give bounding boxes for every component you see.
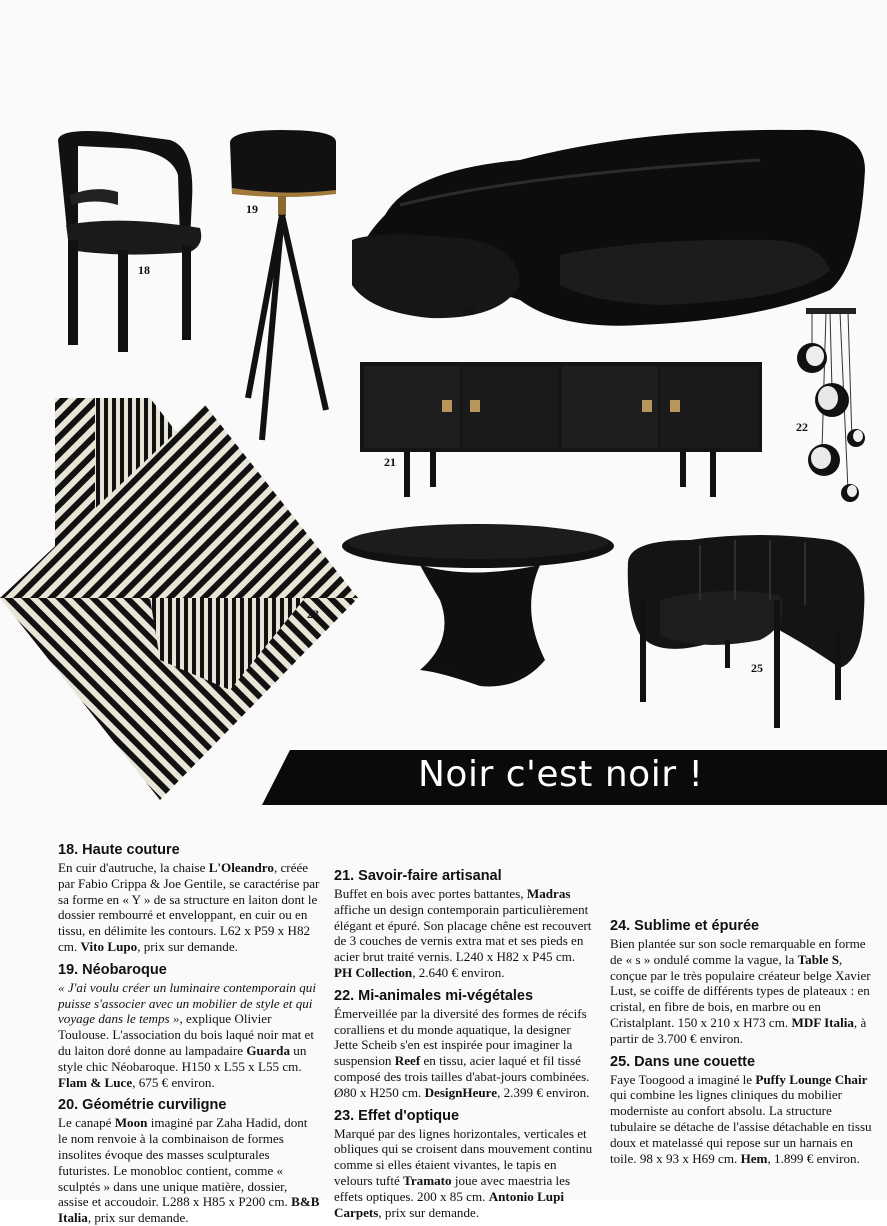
puffy-lounge-chair-image [628, 535, 865, 728]
figure-number-23: 23 [307, 607, 319, 621]
figure-number-19: 19 [246, 202, 258, 216]
tramato-rug-image [0, 398, 358, 800]
figure-number-20: 20 [463, 304, 475, 318]
article-heading: 19. Néobaroque [58, 961, 167, 978]
figure-number-22: 22 [796, 420, 808, 434]
text-column-2 [334, 868, 596, 1220]
article-23 [334, 1108, 596, 1221]
article-22 [334, 988, 596, 1101]
oleandro-chair-image [58, 131, 201, 352]
article-18 [58, 842, 320, 955]
article-19 [58, 962, 320, 1091]
page-title: Noir c'est noir ! [418, 754, 704, 795]
article-24 [610, 918, 878, 1047]
article-heading: 18. Haute couture [58, 842, 180, 858]
article-heading: 20. Géométrie curviligne [58, 1097, 227, 1114]
article-body: Émerveillée par la diversité des formes de récifs coralliens et du monde aquatique, la designer Jette Scheib s'en est inspirée pour imaginer la suspension Reef en tissu, acier laqué et fil tissé composé des trois tailles d'abat-jours combinées. Ø80 x H250 cm. DesignHeure, 2.399 € environ. [334, 1005, 590, 1100]
guarda-floor-lamp-image [230, 130, 336, 440]
article-heading: 23. Effet d'optique [334, 1107, 460, 1124]
text-column-3 [610, 918, 878, 1166]
reef-pendant-light-image [797, 308, 865, 502]
article-heading: 25. Dans une couette [610, 1053, 756, 1070]
article-heading: 22. Mi-animales mi-végétales [334, 987, 534, 1004]
article-20 [58, 1097, 320, 1226]
madras-sideboard-image [360, 362, 762, 497]
article-body: « J'ai voulu créer un luminaire contemporain qui puisse s'associer avec un mobilier de style et qui voyage dans le temps », explique Olivier Toulouse. L'association du bois laqué noir mat et du laiton doré donne au lampadaire Guarda un style chic Néobaroque. H150 x L55 x L55 cm. Flam & Luce, 675 € environ. [58, 979, 316, 1090]
table-s-image [342, 524, 614, 686]
article-heading: 24. Sublime et épurée [610, 918, 760, 934]
article-body: Marqué par des lignes horizontales, verticales et obliques qui se croisent dans mouvement continu comme si elles étaient vivantes, le tapis en velours tufté Tramato joue avec maestria les effets optiques. 200 x 85 cm. Antonio Lupi Carpets, prix sur demande. [334, 1125, 593, 1220]
moon-sofa-image [352, 130, 865, 326]
figure-number-24: 24 [444, 663, 456, 677]
article-heading: 21. Savoir-faire artisanal [334, 868, 502, 884]
article-21 [334, 868, 596, 981]
figure-number-18: 18 [138, 263, 150, 277]
article-25 [610, 1054, 878, 1167]
article-body: Faye Toogood a imaginé le Puffy Lounge Chair qui combine les lignes cliniques du mobilier moderniste au confort absolu. La structure tubulaire se détache de l'assise détachable en tissu doux et matelassé qui repose sur un harnais en toile. 98 x 93 x H69 cm. Hem, 1.899 € environ. [610, 1071, 872, 1166]
figure-number-21: 21 [384, 455, 396, 469]
article-body: Buffet en bois avec portes battantes, Madras affiche un design contemporain particulièrement élégant et épuré. Son placage chêne est recouvert de 3 couches de vernis extra mat et ses pieds en acier brut traité vernis. L240 x H82 x P45 cm. PH Collection, 2.640 € environ. [334, 886, 592, 980]
article-body: Bien plantée sur son socle remarquable en forme de « s » ondulé comme la vague, la Table S, conçue par le très populaire créateur belge Xavier Lust, se coiffe de différents types de plateaux : en cristal, en fibre de bois, en marbre ou en Cristalplant. 150 x 210 x H73 cm. MDF Italia, à partir de 3.700 € environ. [610, 936, 871, 1046]
article-body: En cuir d'autruche, la chaise L'Oleandro, créée par Fabio Crippa & Joe Gentile, se caractérise par sa forme en « Y » de sa structure en laiton dont le dossier rembourré et enveloppant, en cuir ou en tissu, en délimite les contours. L62 x P59 x H82 cm. Vito Lupo, prix sur demande. [58, 860, 320, 954]
figure-number-25: 25 [751, 661, 763, 675]
article-body: Le canapé Moon imaginé par Zaha Hadid, dont le nom renvoie à la combinaison de formes insolites évoque des masses sculpturales futuristes. Le monobloc contient, comme « sculptés » dans une unique matière, dossier, assise et accoudoir. L288 x H85 x P200 cm. B&B Italia, prix sur demande. [58, 1115, 320, 1226]
text-column-1 [58, 842, 320, 1226]
